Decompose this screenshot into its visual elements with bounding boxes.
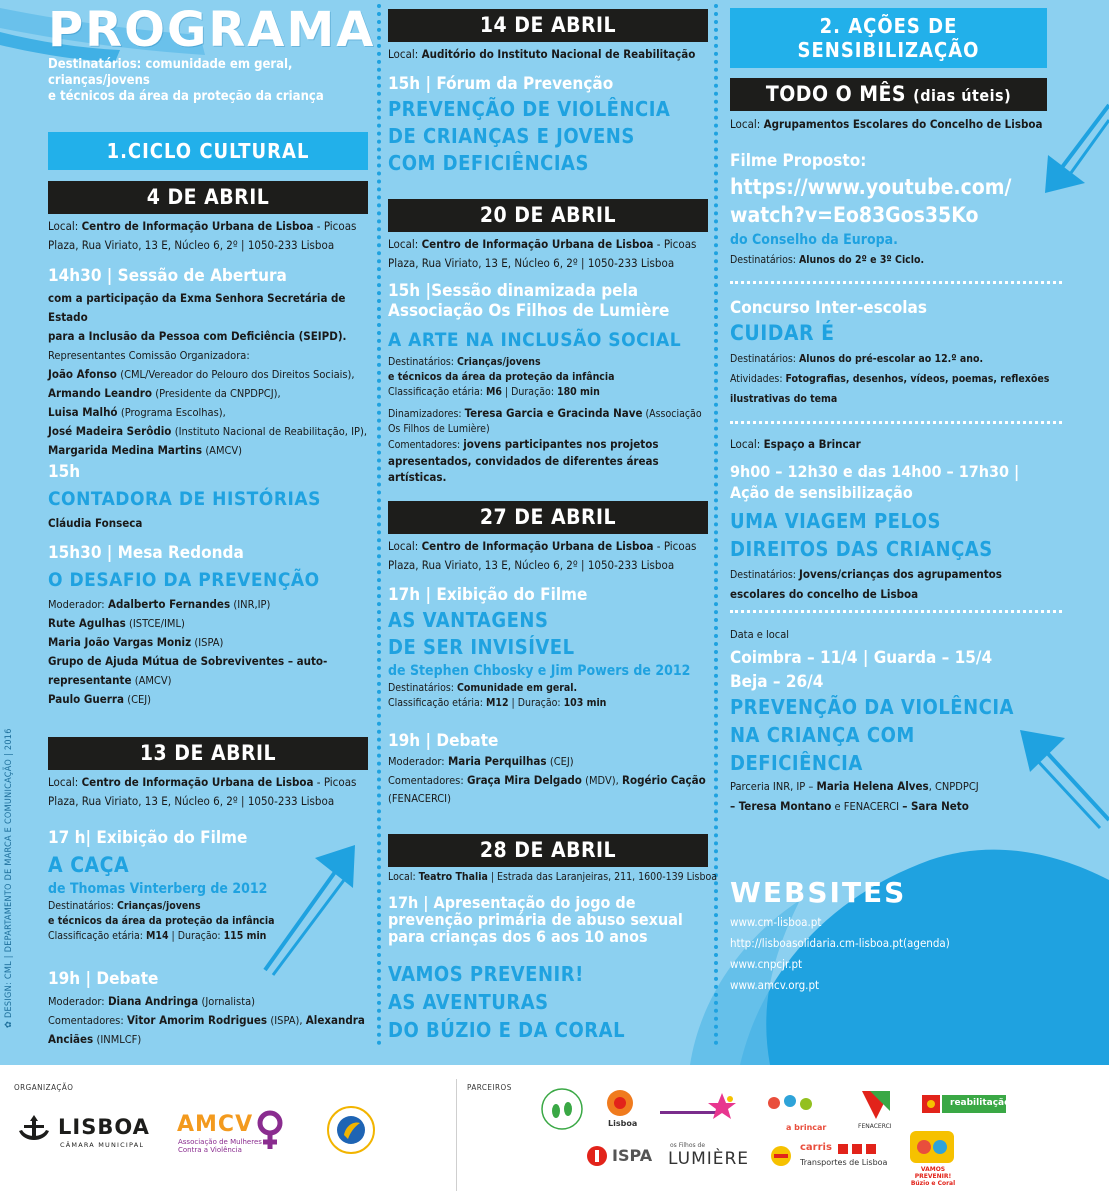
date-header-27-abril: 27 DE ABRIL	[388, 501, 708, 534]
lisboa-logo-text: LISBOA	[58, 1115, 150, 1139]
column-divider	[377, 4, 381, 1046]
session-details: Destinatários: Crianças/jovens e técnicos da área da proteção da infância Classificação etária: M6 | Duração: 180 min Dinamizadores: Teresa Garcia e Gracinda Nave (Associação Os Filhos de Lumière) Comentadores: jovens participantes nos projetos apresentados, convidados de diferentes áreas artísticas.	[388, 356, 702, 484]
page-subtitle: Destinatários: comunidade em geral, crianças/jovens e técnicos da área da proteção da criança	[48, 57, 324, 104]
film-title: AS VANTAGENS DE SER INVISÍVEL	[388, 608, 575, 659]
date-header-13-abril: 13 DE ABRIL	[48, 737, 368, 770]
partner-inr-text: reabilitação	[950, 1098, 1011, 1108]
lisboa-crest-icon	[16, 1113, 52, 1147]
partner-metro-icon	[838, 1142, 878, 1156]
partner-inr-icon	[922, 1095, 940, 1113]
section-title-acoes-sensibilizacao: 2. AÇÕES DE SENSIBILIZAÇÃO	[730, 8, 1047, 68]
session-time: 17h | Apresentação do jogo de prevenção primária de abuso sexual para crianças dos 6 aos 10 anos	[388, 893, 683, 946]
section-separator	[730, 421, 1062, 424]
session-audience: Destinatários: Jovens/crianças dos agrupamentos escolares do concelho de Lisboa	[730, 567, 1002, 601]
session-time: 19h | Debate	[388, 731, 499, 751]
partner-ispa-text: ISPA	[612, 1146, 653, 1165]
partner-brincar-icon	[762, 1091, 822, 1123]
partners-label: PARCEIROS	[467, 1083, 512, 1092]
organization-label: ORGANIZAÇÃO	[14, 1083, 74, 1092]
partner-transport-icon	[768, 1145, 794, 1167]
session-title: PREVENÇÃO DA VIOLÊNCIA NA CRIANÇA COM DEFICIÊNCIA	[730, 695, 1014, 775]
event-location: Local: Espaço a Brincar	[730, 437, 861, 451]
event-location: Local: Centro de Informação Urbana de Lisboa - Picoas Plaza, Rua Viriato, 13 E, Núcleo 6, 2º | 1050-233 Lisboa	[388, 237, 697, 270]
session-time: 14h30 | Sessão de Abertura	[48, 266, 287, 286]
film-details: Destinatários: Comunidade em geral. Classificação etária: M12 | Duração: 103 min	[388, 682, 607, 709]
session-time: 15h30 | Mesa Redonda	[48, 543, 244, 563]
cnpdpcj-seal-icon	[326, 1105, 376, 1155]
contest-title: Concurso Inter-escolas	[730, 298, 927, 318]
date-header-20-abril: 20 DE ABRIL	[388, 199, 708, 232]
websites-title: WEBSITES	[730, 876, 907, 909]
session-time: 15h |Sessão dinamizada pela Associação Os Filhos de Lumière	[388, 281, 670, 321]
design-credit: ✿ DESIGN: CML | DEPARTAMENTO DE MARCA E COMUNICAÇÃO | 2016	[4, 728, 14, 1028]
debate-panel: Moderador: Diana Andringa (Jornalista) Comentadores: Vitor Amorim Rodrigues (ISPA), Alexandra Anciães (INMLCF)	[48, 994, 365, 1046]
session-title: A ARTE NA INCLUSÃO SOCIAL	[388, 329, 682, 351]
film-details: Destinatários: Crianças/jovens e técnicos da área da proteção da infância Classificação etária: M14 | Duração: 115 min	[48, 900, 275, 942]
session-title: UMA VIAGEM PELOS DIREITOS DAS CRIANÇAS	[730, 509, 993, 561]
partner-fenacerci-text: FENACERCI	[858, 1123, 892, 1130]
date-header-4-abril: 4 DE ABRIL	[48, 181, 368, 214]
logo-icon: ✿	[4, 1018, 14, 1028]
date-header-28-abril: 28 DE ABRIL	[388, 834, 708, 867]
website-link[interactable]: www.cm-lisboa.pt	[730, 915, 822, 929]
partner-carris-text: carris	[800, 1142, 832, 1153]
event-location: Local: Centro de Informação Urbana de Lisboa - Picoas Plaza, Rua Viriato, 13 E, Núcleo 6, 2º | 1050-233 Lisboa	[48, 775, 357, 808]
section-separator	[730, 610, 1062, 613]
footer	[0, 1065, 1109, 1200]
event-location: Local: Teatro Thalia | Estrada das Laranjeiras, 211, 1600-139 Lisboa	[388, 871, 718, 883]
session-title: PREVENÇÃO DE VIOLÊNCIA DE CRIANÇAS E JOVENS COM DEFICIÊNCIAS	[388, 97, 671, 175]
event-location: Local: Agrupamentos Escolares do Concelho de Lisboa	[730, 117, 1043, 131]
session-title: VAMOS PREVENIR! AS AVENTURAS DO BÚZIO E DA CORAL	[388, 962, 626, 1042]
contest-details: Destinatários: Alunos do pré-escolar ao 12.º ano. Atividades: Fotografias, desenhos, vídeos, poemas, reflexões ilustrativas do tema	[730, 353, 1050, 405]
event-location: Local: Centro de Informação Urbana de Lisboa - Picoas Plaza, Rua Viriato, 13 E, Núcleo 6, 2º | 1050-233 Lisboa	[48, 219, 357, 252]
session-time: 15h	[48, 462, 81, 482]
session-description: com a participação da Exma Senhora Secretária de Estado para a Inclusão da Pessoa com Deficiência (SEIPD). Representantes Comissão Organizadora: João Afonso (CML/Vereador do Pelouro dos Direitos Sociais), Armando Leandro (Presidente da CNPDPCJ), Luisa Malhó (Programa Escolhas), José Madeira Serôdio (Instituto Nacional de Reabilitação, IP), Margarida Medina Martins (AMCV)	[48, 291, 367, 457]
session-time: 9h00 – 12h30 e das 14h00 – 17h30 | Ação de sensibilização	[730, 462, 1020, 502]
page-title: PROGRAMA	[48, 2, 376, 58]
session-time: 19h | Debate	[48, 969, 159, 989]
tour-label: Data e local	[730, 628, 790, 641]
partner-lisboa-text: Lisboa	[608, 1119, 638, 1128]
date-header-14-abril: 14 DE ABRIL	[388, 9, 708, 42]
section-title-ciclo-cultural: 1.CICLO CULTURAL	[48, 132, 368, 170]
website-link[interactable]: http://lisboasolidaria.cm-lisboa.pt(agenda)	[730, 936, 950, 950]
film-organization: do Conselho da Europa.	[730, 232, 898, 248]
film-director: de Stephen Chbosky e Jim Powers de 2012	[388, 663, 691, 679]
tour-partners: Parceria INR, IP – Maria Helena Alves, CNPDPCJ – Teresa Montano e FENACERCI – Sara Neto	[730, 779, 979, 813]
film-title: A CAÇA	[48, 853, 130, 877]
date-header-todo-o-mes: TODO O MÊS (dias úteis)	[730, 78, 1047, 111]
website-link[interactable]: www.amcv.org.pt	[730, 978, 820, 992]
partner-lumiere-text: LUMIÈRE	[668, 1149, 750, 1169]
session-time: 15h | Fórum da Prevenção	[388, 74, 614, 94]
tour-dates: Coimbra – 11/4 | Guarda – 15/4 Beja – 26/4	[730, 648, 993, 692]
footer-divider	[456, 1079, 457, 1191]
debate-panel: Moderador: Maria Perquilhas (CEJ) Comentadores: Graça Mira Delgado (MDV), Rogério Cação (FENACERCI)	[388, 754, 706, 805]
partner-star-icon	[660, 1091, 740, 1121]
session-title: CONTADORA DE HISTÓRIAS	[48, 488, 321, 510]
partner-transportes-text: Transportes de Lisboa	[800, 1158, 888, 1167]
event-location: Local: Centro de Informação Urbana de Lisboa - Picoas Plaza, Rua Viriato, 13 E, Núcleo 6, 2º | 1050-233 Lisboa	[388, 539, 697, 572]
lisboa-logo-subtext: CÂMARA MUNICIPAL	[60, 1141, 145, 1149]
partner-vamos-prevenir-text: VAMOS PREVENIR! Búzio e Coral	[910, 1166, 956, 1187]
speaker-name: Cláudia Fonseca	[48, 516, 143, 530]
panel-list: Moderador: Adalberto Fernandes (INR,IP) Rute Agulhas (ISTCE/IML) Maria João Vargas Moniz (ISPA) Grupo de Ajuda Mútua de Sobreviventes – auto- representante (AMCV) Paulo Guerra (CEJ)	[48, 597, 328, 706]
website-link[interactable]: www.cnpcjr.pt	[730, 957, 803, 971]
session-time: 17h | Exibição do Filme	[388, 585, 588, 605]
partner-fenacerci-icon	[860, 1089, 892, 1121]
contest-name: CUIDAR É	[730, 321, 835, 345]
event-location: Local: Auditório do Instituto Nacional de Reabilitação	[388, 47, 696, 61]
amcv-logo-subtext: Associação de Mulheres Contra a Violência	[178, 1138, 262, 1154]
partner-brincar-text: a brincar	[786, 1123, 827, 1132]
section-separator	[730, 281, 1062, 284]
partner-vamos-prevenir-icon	[908, 1129, 956, 1165]
websites-list	[730, 912, 950, 996]
film-audience: Destinatários: Alunos do 2º e 3º Ciclo.	[730, 254, 925, 266]
partner-footprints-icon	[540, 1087, 584, 1131]
female-symbol-icon	[254, 1109, 286, 1153]
arrow-icon	[1040, 85, 1109, 195]
amcv-logo-text: AMCV	[177, 1112, 254, 1137]
film-label: Filme Proposto:	[730, 151, 867, 171]
session-time: 17 h| Exibição do Filme	[48, 828, 248, 848]
film-director: de Thomas Vinterberg de 2012	[48, 881, 268, 897]
partner-ispa-icon	[586, 1145, 608, 1167]
film-link[interactable]: https://www.youtube.com/ watch?v=Eo83Gos35Ko	[730, 175, 1012, 227]
session-title: O DESAFIO DA PREVENÇÃO	[48, 569, 320, 591]
partner-lisboa-circle-icon	[606, 1089, 634, 1117]
partner-lumiere-subtext: os Filhos de	[670, 1142, 706, 1149]
column-divider	[714, 4, 718, 1046]
